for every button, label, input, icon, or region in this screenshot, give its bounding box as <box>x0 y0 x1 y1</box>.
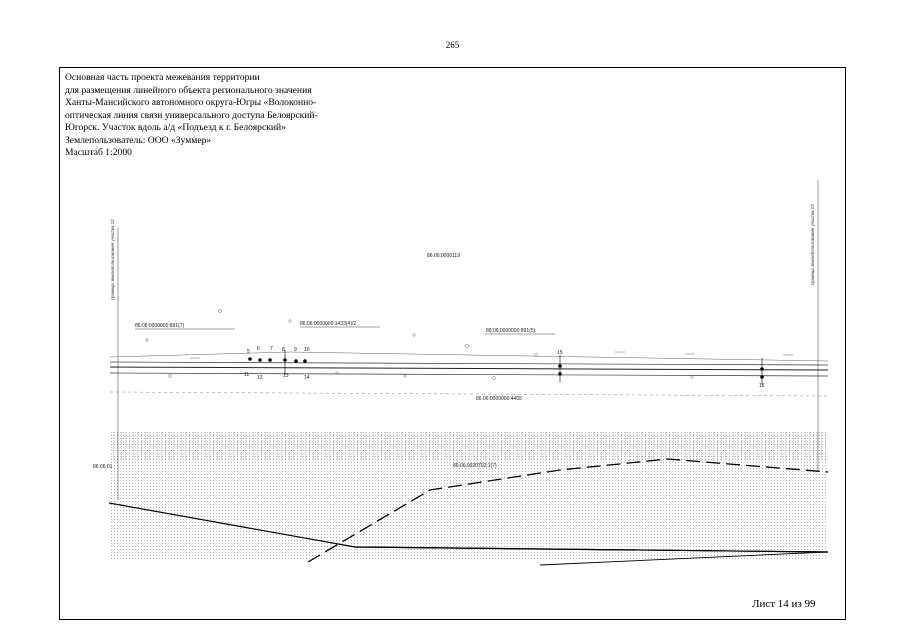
point-label: 15 <box>557 350 563 356</box>
parcel-label-right: 86:06:0000000:891(5) <box>486 328 536 334</box>
point-label: 12 <box>257 375 263 381</box>
point-label: 10 <box>304 347 310 353</box>
page-number: 265 <box>445 40 460 50</box>
point-label: 14 <box>304 375 310 381</box>
parcel-label-left: 86:06:0000000:891(7) <box>135 323 185 329</box>
road-edge-top <box>110 362 828 365</box>
survey-point <box>258 358 262 362</box>
parcel-label-road-strip: 86:06:0000000:4465 <box>476 396 522 402</box>
title-line-3: Ханты-Мансийского автономного округа-Югры «Волоконно- <box>65 97 317 108</box>
road-axis <box>110 367 828 370</box>
left-vertical-label: граница землепользования участка 12 <box>110 219 115 300</box>
point-label: 11 <box>244 372 250 378</box>
parcel-label-mid: 86:06:0000000:1433(4)/2 <box>300 321 357 327</box>
point-label: 7 <box>270 346 273 352</box>
survey-point <box>303 359 307 363</box>
point-label: 9 <box>294 347 297 353</box>
parcel-label-lower-block: 86:06:0020702:1(7) <box>453 463 497 469</box>
title-line-5: Югорск. Участок вдоль а/д «Подъезд к г. Белоярский» <box>65 122 286 133</box>
sheet-number: Лист 14 из 99 <box>752 598 816 610</box>
survey-point <box>268 358 272 362</box>
survey-point <box>294 359 298 363</box>
forest-hatch-band <box>110 432 828 462</box>
left-edge-label: 86:06:01 <box>93 464 113 470</box>
title-line-1: Основная часть проекта межевания территории <box>65 72 260 83</box>
road-strip-boundary <box>110 392 828 396</box>
title-line-4: оптическая линия связи универсального доступа Белоярский- <box>65 109 318 121</box>
parcel-label-top-block: 86:00:0000119 <box>427 253 460 259</box>
land-user-line: Землепользователь: ООО «Зуммер» <box>65 134 212 146</box>
survey-point <box>248 357 252 361</box>
point-label: 16 <box>759 383 765 389</box>
road-aux-line-1 <box>110 352 290 357</box>
point-label: 13 <box>283 373 289 379</box>
survey-ticks <box>285 350 762 385</box>
point-label: 6 <box>257 346 260 352</box>
scale-line: Масштаб 1:2000 <box>65 147 132 158</box>
point-label: 5 <box>247 349 250 355</box>
title-line-2: для размещения линейного объекта регионального значения <box>65 84 312 96</box>
right-vertical-label: граница землепользования участка 13 <box>810 204 815 285</box>
road-edge-bottom <box>110 373 828 376</box>
point-label: 8 <box>282 347 285 353</box>
